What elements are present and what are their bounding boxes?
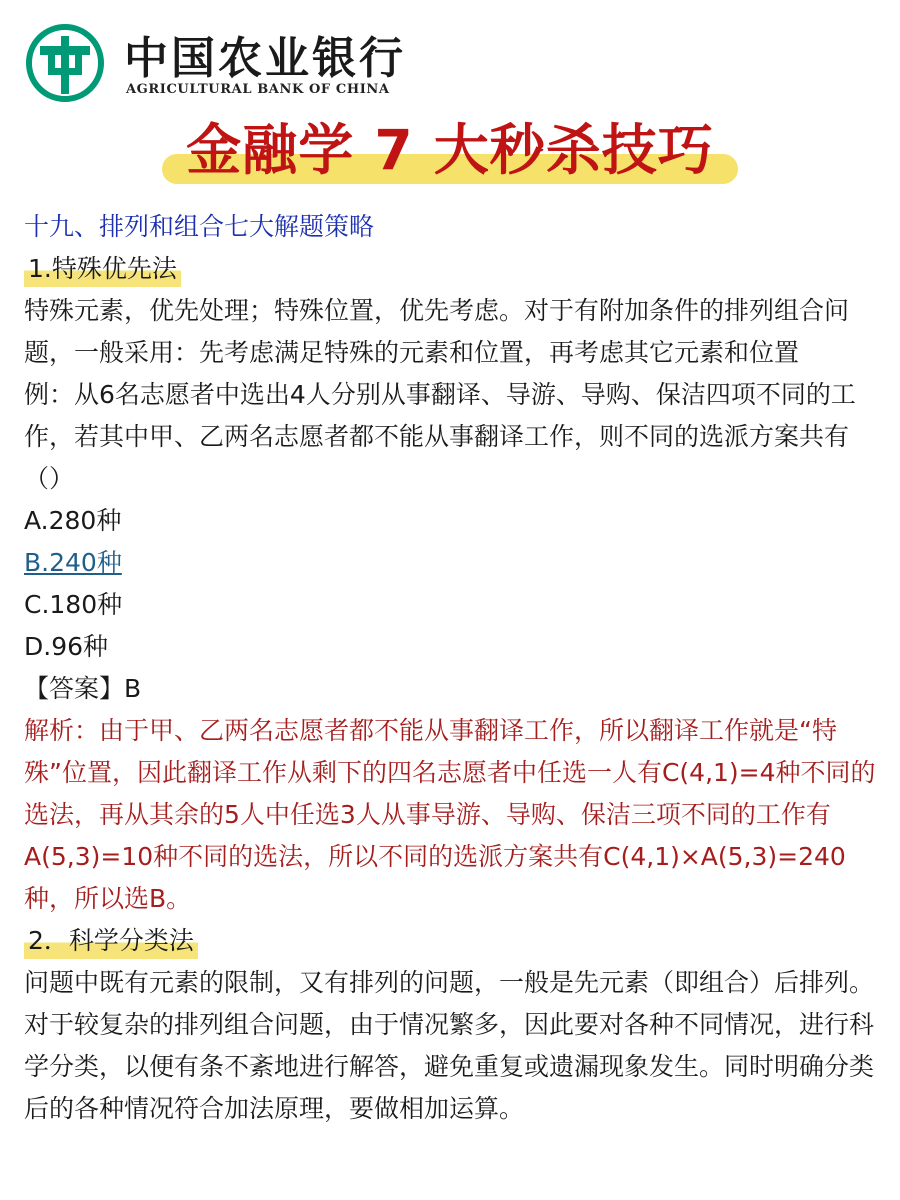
method1-description: 特殊元素，优先处理；特殊位置，优先考虑。对于有附加条件的排列组合问题，一般采用：先考虑满足特殊的元素和位置，再考虑其它元素和位置 <box>24 296 850 367</box>
article-body <box>24 206 884 1130</box>
analysis: 解析：由于甲、乙两名志愿者都不能从事翻译工作，所以翻译工作就是“特殊”位置，因此翻译工作从剩下的四名志愿者中任选一人有C(4,1)=4种不同的选法，再从其余的5人中任选3人从事导游、导购、保洁三项不同的工作有A(5,3)=10种不同的选法，所以不同的选派方案共有C(4,1)×A(5,3)=240种，所以选B。 <box>24 716 876 913</box>
method2-description: 问题中既有元素的限制，又有排列的问题，一般是先元素（即组合）后排列。对于较复杂的排列组合问题，由于情况繁多，因此要对各种不同情况，进行科学分类，以便有条不紊地进行解答，避免重复或遗漏现象发生。同时明确分类后的各种情况符合加法原理，要做相加运算。 <box>24 968 875 1123</box>
bank-name-cn: 中国农业银行 <box>124 33 406 84</box>
option-b: B.240种 <box>24 548 122 577</box>
title-banner <box>0 112 900 188</box>
bank-header <box>26 20 446 110</box>
bank-name-en: AGRICULTURAL BANK OF CHINA <box>126 82 390 97</box>
method2-heading: 2．科学分类法 <box>24 923 198 959</box>
example-question: 例：从6名志愿者中选出4人分别从事翻译、导游、导购、保洁四项不同的工作，若其中甲、乙两名志愿者都不能从事翻译工作，则不同的选派方案共有（） <box>24 380 856 493</box>
section-heading: 十九、排列和组合七大解题策略 <box>24 212 375 241</box>
method1-heading: 1.特殊优先法 <box>24 251 181 287</box>
abc-logo-icon <box>26 24 104 102</box>
option-d: D.96种 <box>24 632 109 661</box>
option-b-line <box>24 542 884 584</box>
option-a: A.280种 <box>24 506 122 535</box>
option-c: C.180种 <box>24 590 123 619</box>
page-title: 金融学 7 大秒杀技巧 <box>162 112 738 188</box>
method1-heading-line <box>24 248 884 290</box>
method2-heading-line <box>24 920 884 962</box>
answer: 【答案】B <box>24 674 142 703</box>
